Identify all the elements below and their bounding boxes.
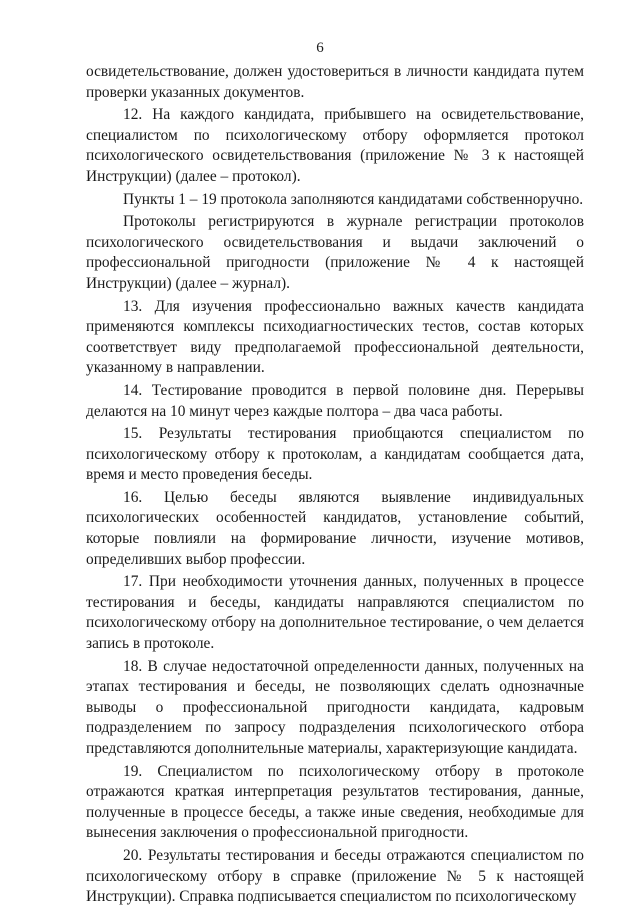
paragraph-19: 19. Специалистом по психологическому отбору в протоколе отражаются краткая интерпретация результатов тестирования, данные, полученные в процессе беседы, а также иные сведения, необходимые для вынесения заключения о профессиональной пригодности. — [86, 762, 584, 842]
paragraph-13: 13. Для изучения профессионально важных качеств кандидата применяются комплексы психодиагностических тестов, состав которых соответствует виду предполагаемой профессиональной деятельности, указанному в направлении. — [86, 297, 584, 377]
paragraph-12: 12. На каждого кандидата, прибывшего на освидетельствование, специалистом по психологическому отбору оформляется протокол психологического освидетельствования (приложение № 3 к настоящей Инструкции) (далее – протокол). — [86, 106, 584, 185]
paragraph-20: 20. Результаты тестирования и беседы отражаются специалистом по психологическому отбору в справке (приложение № 5 к настоящей Инструкции). Справка подписывается специалистом по психологическому — [86, 846, 584, 906]
paragraph-12-items: Пункты 1 – 19 протокола заполняются кандидатами собственноручно. — [123, 190, 584, 208]
paragraph-14: 14. Тестирование проводится в первой половине дня. Перерывы делаются на 10 минут через каждые полтора – два часа работы. — [86, 381, 584, 420]
document-body — [86, 62, 584, 910]
paragraph-12-registration: Протоколы регистрируются в журнале регистрации протоколов психологического освидетельствования и выдачи заключений о профессиональной пригодности (приложение № 4 к настоящей Инструкции) (далее – журнал). — [86, 213, 584, 292]
paragraph-17: 17. При необходимости уточнения данных, полученных в процессе тестирования и беседы, кандидаты направляются специалистом по психологическому отбору на дополнительное тестирование, о чем делается запись в протоколе. — [86, 573, 584, 653]
paragraph-18: 18. В случае недостаточной определенности данных, полученных на этапах тестирования и беседы, не позволяющих сделать однозначные выводы о профессиональной пригодности кандидата, кадровым подразделением по запросу подразделения психологического отбора представляются дополнительные материалы, характеризующие кандидата. — [86, 657, 584, 757]
paragraph-continuation: освидетельствование, должен удостовериться в личности кандидата путем проверки указанных документов. — [86, 63, 584, 101]
paragraph-15: 15. Результаты тестирования приобщаются специалистом по психологическому отбору к протоколам, а кандидатам сообщается дата, время и место проведения беседы. — [86, 425, 584, 484]
paragraph-16: 16. Целью беседы являются выявление индивидуальных психологических особенностей кандидатов, установление событий, которые повлияли на формирование личности, изучение мотивов, определивших выбор профессии. — [86, 488, 584, 568]
page-number: 6 — [316, 40, 324, 56]
